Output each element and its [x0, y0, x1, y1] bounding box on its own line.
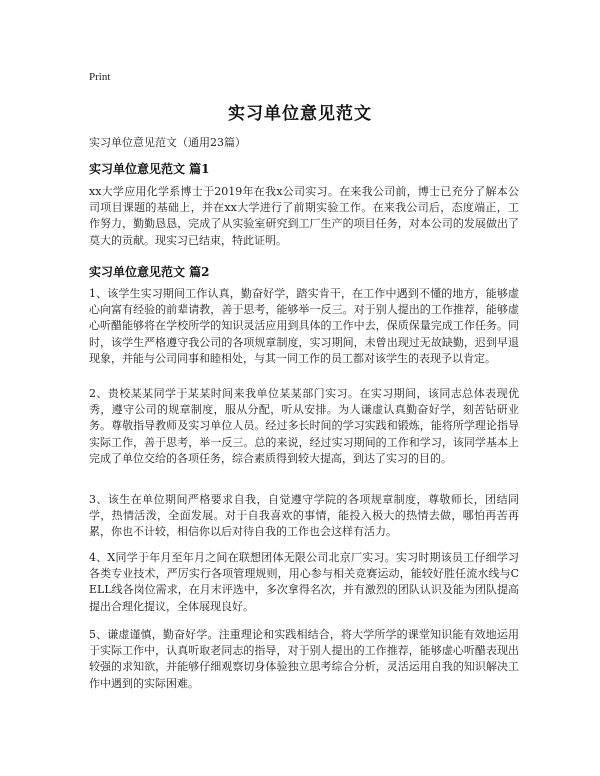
page-title: 实习单位意见范文 — [228, 104, 372, 124]
section-heading-2: 实习单位意见范文 篇2 — [89, 265, 210, 279]
print-link[interactable]: Print — [89, 71, 111, 83]
section-2-paragraph-1: 1、该学生实习期间工作认真，勤奋好学，踏实肯干，在工作中遇到不懂的地方，能够虚心向富有经验的前辈请教，善于思考，能够举一反三。对于别人提出的工作推荐，能够虚心听醋能够将在学校所学的知识灵活应用到具体的工作中去，保质保量完成工作任务。同时，该学生严格遵守我公司的各项规章制度，实习期间，未曾出现过无故缺勤，迟到早退现象，并能与公司同事和睦相处，与其一同工作的员工都对该学生的表现予以肯定。 — [89, 287, 519, 365]
section-2-paragraph-4: 4、X同学于年月至年月之间在联想团体无限公司北京厂实习。实习时期该员工仔细学习各类专业技术，严厉实行各项管理规则，用心参与相关竞赛运动，能较好胜任流水线与CELL线各岗位需求，在月末评选中，多次拿得名次，并有激烈的团队认识及能为团队提高提出合理化提议，全体展现良好。 — [89, 551, 519, 613]
section-2-paragraph-5: 5、谦虚谨慎，勤奋好学。注重理论和实践相结合，将大学所学的课堂知识能有效地运用于实际工作中，认真听取老同志的指导，对于别人提出的工作推荐，能够虚心听醋表现出较强的求知欲，并能够仔细观察切身体验独立思考综合分析，灵活运用自我的知识解决工作中遇到的实际困难。 — [89, 628, 519, 690]
section-2-paragraph-3: 3、该生在单位期间严格要求自我，自觉遵守学院的各项规章制度，尊敬师长，团结同学，热情活泼，全面发展。对于自我喜欢的事情，能投入极大的热情去做，哪怕再苦再累，你也不计较，相信你以后对待自我的工作也会这样有活力。 — [89, 493, 519, 539]
section-2-paragraph-2: 2、贵校某某同学于某某时间来我单位某某部门实习。在实习期间，该同志总体表现优秀，遵守公司的规章制度，服从分配，听从安排。为人谦虚认真勤奋好学，刻苦钻研业务。尊敬指导教师及实习单位人员。经过多长时间的学习实践和锻炼，能将所学理论指导实际工作，善于思考，举一反三。总的来说，经过实习期间的工作和学习，该同学基本上完成了单位交给的各项任务，综合素质得到较大提高，到达了实习的目的。 — [89, 387, 519, 465]
section-heading-1: 实习单位意见范文 篇1 — [89, 162, 210, 176]
document-subtitle: 实习单位意见范文（通用23篇） — [89, 136, 246, 149]
section-1-paragraph-1: xx大学应用化学系博士于2019年在我x公司实习。在来我公司前，博士已充分了解本公司项目课题的基础上，并在xx大学进行了前期实验工作。在来我公司后，态度端正，工作努力，勤勤恳恳，完成了从实验室研究到工厂生产的项目任务，对本公司的发展做出了莫大的贡献。现实习已结束，特此证明。 — [89, 185, 519, 247]
